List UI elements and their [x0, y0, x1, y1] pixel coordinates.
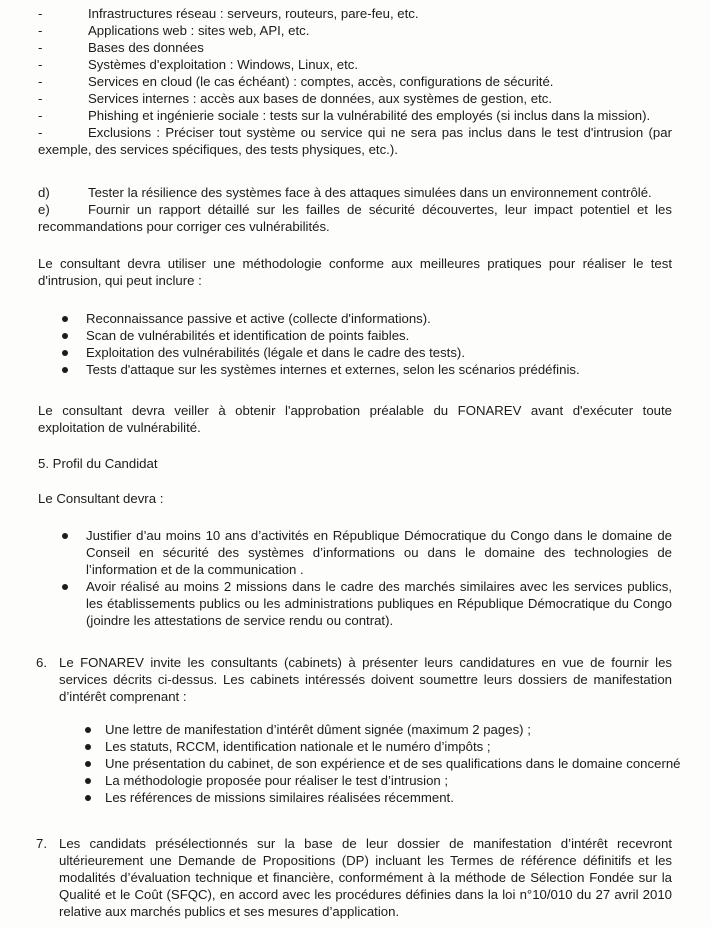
bullet-icon: [85, 778, 91, 784]
objectives-list: [38, 184, 672, 235]
section-intro: Le Consultant devra :: [38, 491, 164, 506]
approval-paragraph: Le consultant devra veiller à obtenir l'approbation préalable du FONAREV avant d'exécuter toute exploitation de vulnérabilité.: [38, 403, 672, 435]
section-number: 7.: [36, 836, 47, 851]
bullet-icon: [62, 584, 68, 590]
candidate-profile-list: [62, 527, 672, 629]
section-text: Le FONAREV invite les consultants (cabinets) à présenter leurs candidatures en vue de fournir les services décrits ci-dessus. Les cabinets intéressés doivent soumettre leurs dossiers de manifestation d’intérêt comprenant :: [59, 655, 672, 704]
list-item: - Exclusions : Préciser tout système ou service qui ne sera pas inclus dans le test d'intrusion (par exemple, des services spécifiques, des tests physiques, etc.).: [38, 125, 672, 157]
list-item: Reconnaissance passive et active (collecte d'informations).: [62, 310, 672, 327]
bullet-icon: [85, 795, 91, 801]
list-item: Avoir réalisé au moins 2 missions dans le cadre des marchés similaires avec les services publics, les établissements publics ou les administrations publiques en République Démocratique du Congo (joindre les attestations de service rendu ou contrat).: [62, 578, 672, 629]
methodology-list: [62, 310, 672, 378]
dash-marker: -: [38, 57, 43, 72]
section-number: 6.: [36, 655, 47, 670]
dash-marker: -: [38, 108, 43, 123]
list-item: Une présentation du cabinet, de son expérience et de ses qualifications dans le domaine concerné: [85, 755, 685, 772]
list-item: La méthodologie proposée pour réaliser le test d’intrusion ;: [85, 772, 685, 789]
list-item: Tests d'attaque sur les systèmes internes et externes, selon les scénarios prédéfinis.: [62, 361, 672, 378]
section-heading: 5. Profil du Candidat: [38, 456, 158, 471]
bullet-icon: [85, 727, 91, 733]
list-item: Une lettre de manifestation d’intérêt dûment signée (maximum 2 pages) ;: [85, 721, 685, 738]
list-item: Les statuts, RCCM, identification nationale et le numéro d’impôts ;: [85, 738, 685, 755]
bullet-icon: [85, 761, 91, 767]
list-item: - Systèmes d'exploitation : Windows, Linux, etc.: [38, 57, 359, 72]
dash-marker: -: [38, 91, 43, 106]
dash-marker: -: [38, 40, 43, 55]
section-text: Les candidats présélectionnés sur la base de leur dossier de manifestation d’intérêt recevront ultérieurement une Demande de Propositions (DP) incluant les Termes de référence définitifs et les modalités d’évaluation technique et financière, conformément à la méthode de Sélection Fondée sur la Qualité et le Coût (SFQC), en accord avec les procédures définies dans la loi n°10/010 du 27 avril 2010 relative aux marchés publics et ses mesures d’application.: [59, 836, 672, 919]
list-item: - Applications web : sites web, API, etc.: [38, 23, 310, 38]
bullet-icon: [85, 744, 91, 750]
dash-marker: -: [38, 125, 43, 140]
submission-list: [85, 721, 685, 806]
bullet-icon: [62, 333, 68, 339]
list-item: Scan de vulnérabilités et identification de points faibles.: [62, 327, 672, 344]
bullet-icon: [62, 367, 68, 373]
dash-marker: -: [38, 6, 43, 21]
list-item: - Bases des données: [38, 40, 204, 55]
list-item: e) Fournir un rapport détaillé sur les failles de sécurité découvertes, leur impact potentiel et les recommandations pour corriger ces vulnérabilités.: [38, 202, 672, 234]
list-item: d) Tester la résilience des systèmes face à des attaques simulées dans un environnement contrôlé.: [38, 185, 652, 200]
list-item: Exploitation des vulnérabilités (légale et dans le cadre des tests).: [62, 344, 672, 361]
list-item: Les références de missions similaires réalisées récemment.: [85, 789, 685, 806]
list-item: - Services en cloud (le cas échéant) : comptes, accès, configurations de sécurité.: [38, 74, 554, 89]
bullet-icon: [62, 533, 68, 539]
dash-marker: -: [38, 23, 43, 38]
bullet-icon: [62, 316, 68, 322]
scope-list: [38, 5, 672, 158]
list-item: Justifier d’au moins 10 ans d’activités en République Démocratique du Congo dans le domaine de Conseil en sécurité des systèmes d’informations ou dans le domaine des technologies de l’information et de la communication .: [62, 527, 672, 578]
list-item: - Services internes : accès aux bases de données, aux systèmes de gestion, etc.: [38, 91, 553, 106]
section-6: [36, 654, 672, 705]
section-7: [36, 835, 672, 920]
list-item: - Infrastructures réseau : serveurs, routeurs, pare-feu, etc.: [38, 6, 419, 21]
bullet-icon: [62, 350, 68, 356]
methodology-intro: Le consultant devra utiliser une méthodologie conforme aux meilleures pratiques pour réaliser le test d'intrusion, qui peut inclure :: [38, 256, 672, 288]
dash-marker: -: [38, 74, 43, 89]
list-item: - Phishing et ingénierie sociale : tests sur la vulnérabilité des employés (si inclus dans la mission).: [38, 108, 651, 123]
